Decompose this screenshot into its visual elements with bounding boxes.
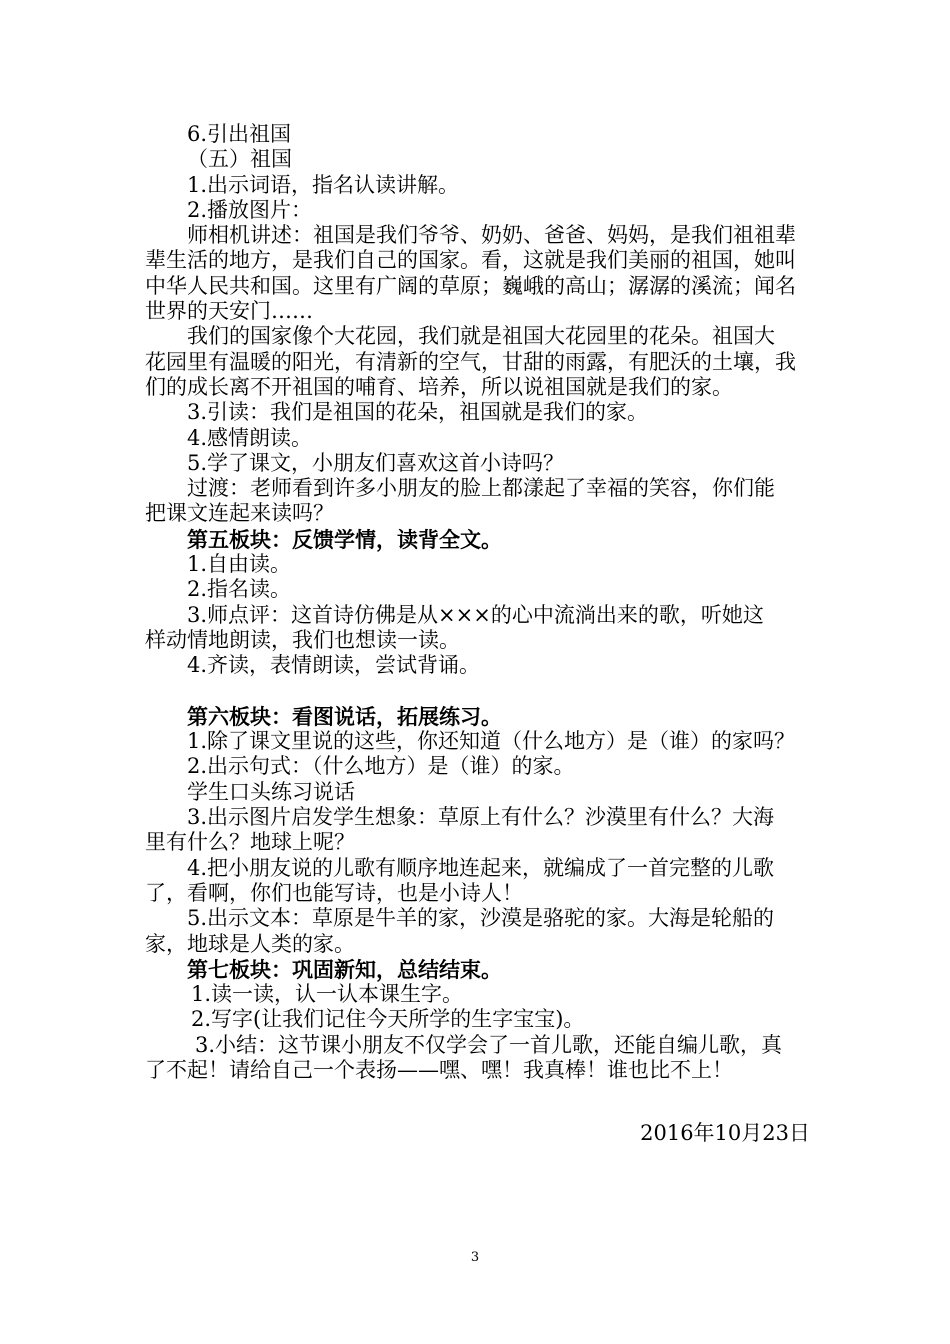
- text-line: 2.出示句式：（什么地方）是（谁）的家。: [187, 754, 575, 779]
- text-line: 花园里有温暖的阳光，有清新的空气，甘甜的雨露，有肥沃的土壤，我: [145, 349, 796, 374]
- text-line: 2.播放图片：: [187, 197, 313, 222]
- text-line: 世界的天安门……: [145, 299, 313, 324]
- text-line: 样动情地朗读，我们也想读一读。: [145, 627, 460, 652]
- text-line: 了，看啊，你们也能写诗，也是小诗人！: [145, 880, 523, 905]
- text-line: 3.引读：我们是祖国的花朵，祖国就是我们的家。: [187, 400, 649, 425]
- text-line: 5.学了课文，小朋友们喜欢这首小诗吗？: [187, 450, 565, 475]
- text-line: 我们的国家像个大花园，我们就是祖国大花园里的花朵。祖国大: [187, 324, 775, 349]
- text-line: 了不起！请给自己一个表扬——嘿、嘿！我真棒！谁也比不上！: [145, 1057, 733, 1082]
- section-heading: 第七板块：巩固新知，总结结束。: [187, 956, 502, 982]
- text-line: 里有什么？地球上呢？: [145, 830, 355, 855]
- text-line: 4.把小朋友说的儿歌有顺序地连起来，就编成了一首完整的儿歌: [187, 855, 775, 880]
- document-body: [145, 122, 810, 1083]
- text-line: 把课文连起来读吗？: [145, 501, 334, 526]
- section-heading: 第五板块：反馈学情，读背全文。: [187, 526, 502, 552]
- text-line: 1.出示词语，指名认读讲解。: [187, 172, 460, 197]
- text-line: 过渡：老师看到许多小朋友的脸上都漾起了幸福的笑容，你们能: [187, 476, 775, 501]
- text-line: 1.读一读，认一认本课生字。: [191, 982, 464, 1007]
- text-line: 3.师点评：这首诗仿佛是从×××的心中流淌出来的歌，听她这: [187, 602, 764, 627]
- document-date: 2016年10月23日: [640, 1121, 810, 1145]
- text-line: 家，地球是人类的家。: [145, 931, 355, 956]
- text-line: 1.除了课文里说的这些，你还知道（什么地方）是（谁）的家吗？: [187, 729, 796, 754]
- text-line: 3.出示图片启发学生想象：草原上有什么？沙漠里有什么？大海: [187, 805, 775, 830]
- text-line: 6.引出祖国: [187, 122, 292, 146]
- text-line: 3.小结：这节课小朋友不仅学会了一首儿歌，还能自编儿歌，真: [195, 1032, 783, 1057]
- section-heading: 第六板块：看图说话，拓展练习。: [187, 703, 502, 729]
- text-line: 4.感情朗读。: [187, 425, 313, 450]
- page-number: 3: [470, 1250, 480, 1265]
- text-line: 们的成长离不开祖国的哺育、培养，所以说祖国就是我们的家。: [145, 374, 733, 399]
- text-line: 5.出示文本：草原是牛羊的家，沙漠是骆驼的家。大海是轮船的: [187, 906, 775, 931]
- text-line: 2.指名读。: [187, 577, 292, 602]
- text-line: （五）祖国: [187, 147, 292, 172]
- text-line: 2.写字(让我们记住今天所学的生字宝宝)。: [191, 1007, 585, 1032]
- text-line: 1.自由读。: [187, 552, 292, 577]
- blank-line: [145, 679, 810, 704]
- text-line: 学生口头练习说话: [187, 779, 355, 804]
- text-line: 辈生活的地方，是我们自己的国家。看，这就是我们美丽的祖国，她叫: [145, 248, 796, 273]
- text-line: 4.齐读，表情朗读，尝试背诵。: [187, 653, 481, 678]
- text-line: 中华人民共和国。这里有广阔的草原；巍峨的高山；潺潺的溪流；闻名: [145, 273, 796, 298]
- text-line: 师相机讲述：祖国是我们爷爷、奶奶、爸爸、妈妈，是我们祖祖辈: [187, 223, 796, 248]
